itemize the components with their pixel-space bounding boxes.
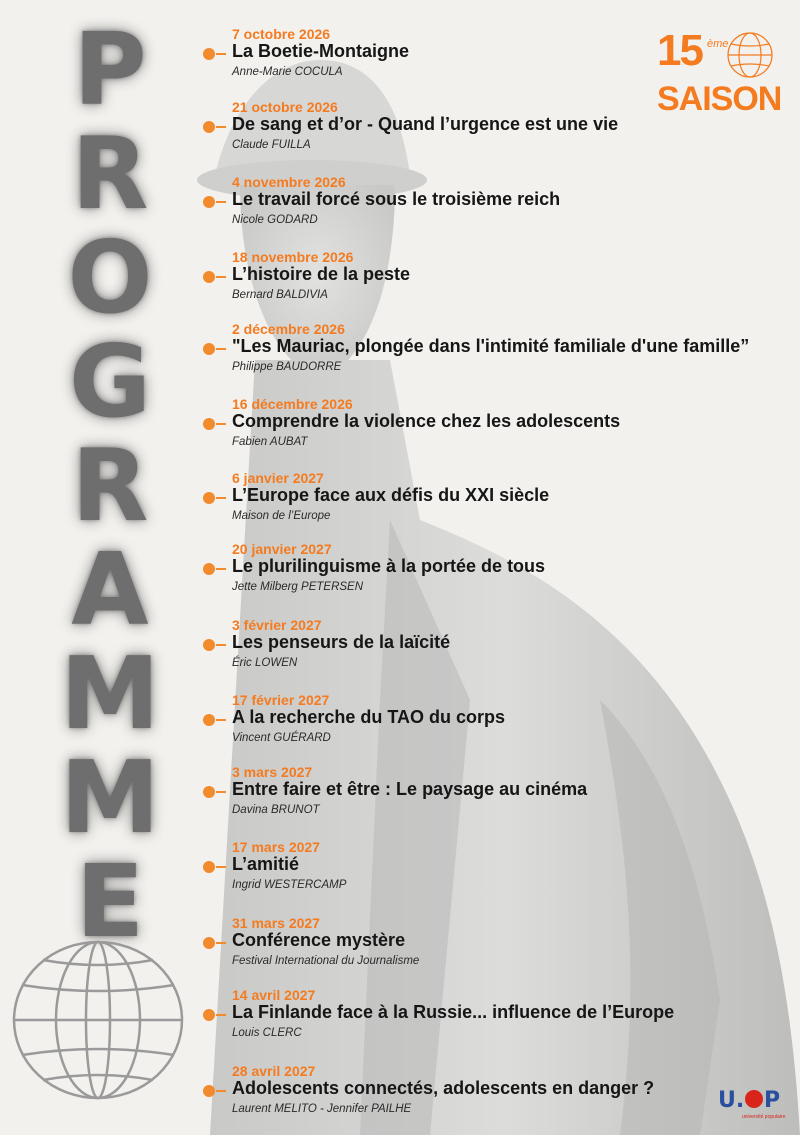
globe-icon [8, 935, 188, 1105]
bullet-icon [203, 563, 215, 575]
title-letter: M [60, 739, 160, 856]
event-date: 17 février 2027 [232, 692, 330, 708]
title-letter: R [71, 427, 149, 544]
dash-icon [216, 1090, 226, 1092]
event-date: 3 mars 2027 [232, 764, 313, 780]
event-date: 6 janvier 2027 [232, 470, 324, 486]
bullet-icon [203, 786, 215, 798]
bullet-icon [203, 1085, 215, 1097]
season-label: SAISON [657, 80, 782, 118]
title-letter: M [60, 635, 160, 752]
event-speaker: Davina BRUNOT [232, 804, 320, 816]
event-title: L’histoire de la peste [232, 264, 411, 284]
event-date: 14 avril 2027 [232, 987, 316, 1003]
globe-icon [725, 30, 775, 80]
event-date: 20 janvier 2027 [232, 541, 332, 557]
logo-letter-p: P [764, 1088, 781, 1113]
event-date: 4 novembre 2026 [232, 174, 346, 190]
event-speaker: Claude FUILLA [232, 139, 311, 151]
event-speaker: Vincent GUÉRARD [232, 732, 331, 744]
event-title: Le plurilinguisme à la portée de tous [232, 556, 546, 576]
bullet-icon [203, 937, 215, 949]
event-title: Conférence mystère [232, 930, 406, 950]
dash-icon [216, 1014, 226, 1016]
season-superscript: ème [707, 38, 729, 50]
logo-letters: U. [718, 1088, 745, 1113]
dash-icon [216, 348, 226, 350]
event-title: "Les Mauriac, plongée dans l'intimité familiale d'une famille” [232, 336, 750, 356]
event-speaker: Festival International du Journalisme [232, 955, 420, 967]
season-number: 15 [657, 26, 702, 75]
event-title: De sang et d’or - Quand l’urgence est une vie [232, 114, 619, 134]
title-letter: R [71, 115, 149, 232]
bullet-icon [203, 1009, 215, 1021]
event-title: L’Europe face aux défis du XXI siècle [232, 485, 550, 505]
event-speaker: Ingrid WESTERCAMP [232, 879, 347, 891]
event-title: La Boetie-Montaigne [232, 41, 410, 61]
event-title: L’amitié [232, 854, 300, 874]
title-letter: P [73, 11, 147, 128]
event-date: 18 novembre 2026 [232, 249, 354, 265]
title-letter: G [68, 323, 152, 440]
event-speaker: Nicole GODARD [232, 214, 318, 226]
event-title: Entre faire et être : Le paysage au cinéma [232, 779, 588, 799]
event-speaker: Laurent MELITO - Jennifer PAILHE [232, 1103, 412, 1115]
event-speaker: Anne-Marie COCULA [232, 66, 343, 78]
event-speaker: Fabien AUBAT [232, 436, 308, 448]
event-speaker: Jette Milberg PETERSEN [232, 581, 364, 593]
logo-tagline: université populaire [742, 1114, 786, 1120]
bullet-icon [203, 639, 215, 651]
dash-icon [216, 53, 226, 55]
dash-icon [216, 791, 226, 793]
dash-icon [216, 126, 226, 128]
programme-vertical-title [50, 11, 170, 960]
bullet-icon [203, 418, 215, 430]
event-speaker: Louis CLERC [232, 1027, 302, 1039]
dash-icon [216, 866, 226, 868]
event-date: 3 février 2027 [232, 617, 322, 633]
logo-tomato-icon [745, 1090, 763, 1108]
bullet-icon [203, 714, 215, 726]
title-letter: O [67, 219, 153, 336]
event-speaker: Maison de l’Europe [232, 510, 331, 522]
event-date: 2 décembre 2026 [232, 321, 345, 337]
event-speaker: Bernard BALDIVIA [232, 289, 328, 301]
season-badge [655, 28, 785, 128]
event-date: 7 octobre 2026 [232, 26, 331, 42]
event-title: Adolescents connectés, adolescents en danger ? [232, 1078, 655, 1098]
event-speaker: Philippe BAUDORRE [232, 361, 342, 373]
dash-icon [216, 201, 226, 203]
event-date: 31 mars 2027 [232, 915, 320, 931]
bullet-icon [203, 492, 215, 504]
event-title: Comprendre la violence chez les adolescents [232, 411, 621, 431]
bullet-icon [203, 196, 215, 208]
event-title: Les penseurs de la laïcité [232, 632, 451, 652]
title-letter: E [75, 843, 145, 960]
bullet-icon [203, 271, 215, 283]
bullet-icon [203, 121, 215, 133]
event-title: Le travail forcé sous le troisième reich [232, 189, 561, 209]
upop-logo [718, 1088, 788, 1128]
event-date: 17 mars 2027 [232, 839, 320, 855]
dash-icon [216, 644, 226, 646]
bullet-icon [203, 48, 215, 60]
dash-icon [216, 497, 226, 499]
event-title: A la recherche du TAO du corps [232, 707, 506, 727]
event-date: 16 décembre 2026 [232, 396, 353, 412]
bullet-icon [203, 861, 215, 873]
dash-icon [216, 568, 226, 570]
event-date: 28 avril 2027 [232, 1063, 316, 1079]
dash-icon [216, 719, 226, 721]
title-letter: A [71, 531, 149, 648]
event-speaker: Éric LOWEN [232, 657, 298, 669]
dash-icon [216, 423, 226, 425]
event-title: La Finlande face à la Russie... influence de l’Europe [232, 1002, 675, 1022]
bullet-icon [203, 343, 215, 355]
dash-icon [216, 942, 226, 944]
dash-icon [216, 276, 226, 278]
event-date: 21 octobre 2026 [232, 99, 338, 115]
